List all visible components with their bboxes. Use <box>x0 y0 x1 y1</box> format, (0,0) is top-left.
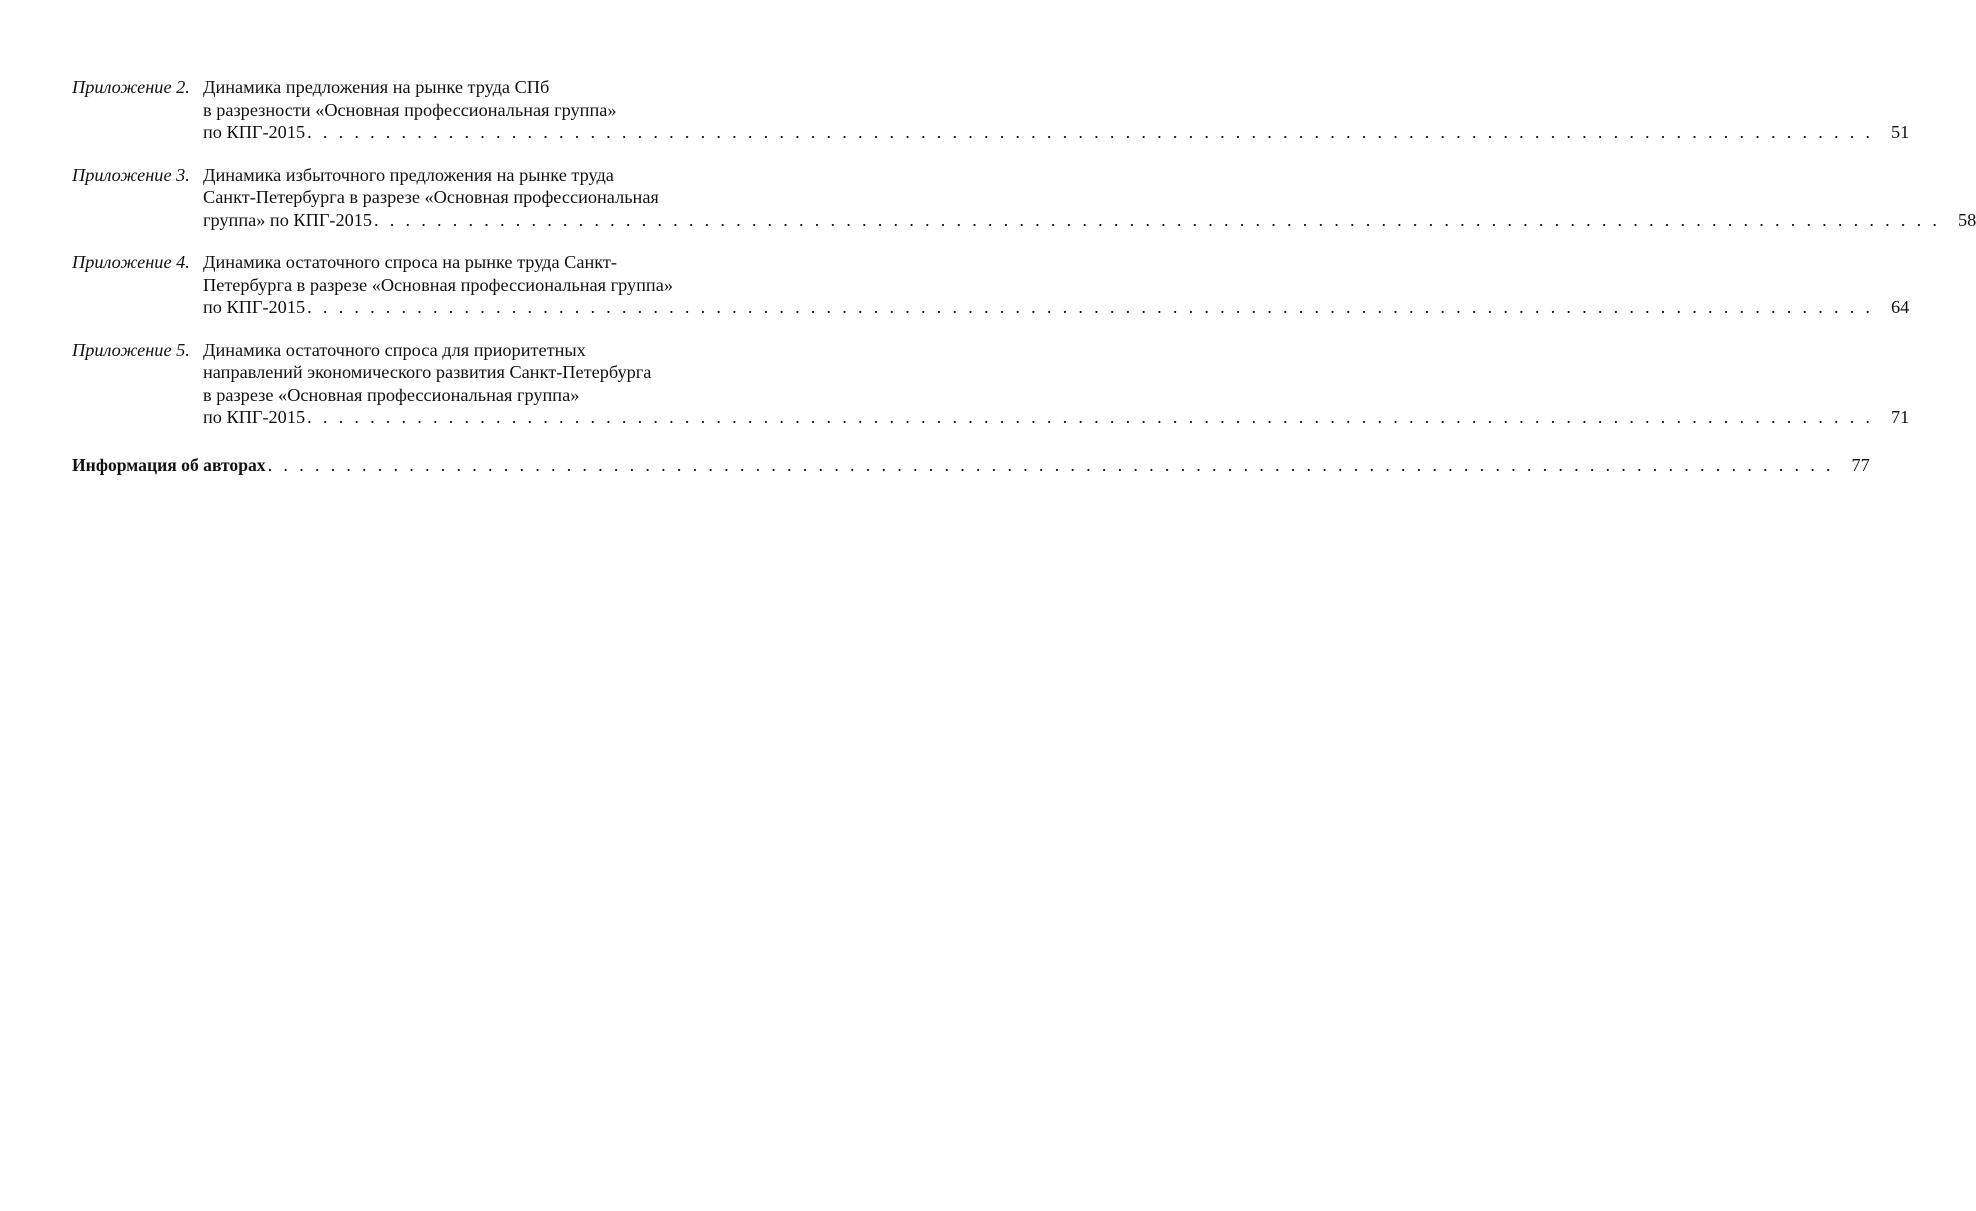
toc-page-number[interactable]: 64 <box>1891 297 1910 317</box>
toc-entry-appendix-5[interactable] <box>72 339 1910 429</box>
toc-entry-body <box>203 339 1910 429</box>
toc-entry-last-line <box>203 296 1910 319</box>
toc-entry-line: Санкт-Петербурга в разрезе «Основная профессиональная <box>203 187 659 207</box>
toc-dot-leader: . . . . . . . . . . . . . . . . . . . . . . . . . . . . . . . . . . . . . . . . . . . . . . . . . . . . . . . . . . . . . . . . . . . . . . . . . . . . . . . . . . . . . . . . . . . . . . . . . . . . <box>267 454 1834 475</box>
toc-page-number[interactable]: 71 <box>1891 407 1910 427</box>
toc-dot-leader: . . . . . . . . . . . . . . . . . . . . . . . . . . . . . . . . . . . . . . . . . . . . . . . . . . . . . . . . . . . . . . . . . . . . . . . . . . . . . . . . . . . . . . . . . . . . . . . . . . . . <box>307 122 1874 142</box>
toc-entry-line: Динамика избыточного предложения на рынке труда <box>203 164 614 185</box>
toc-entry-last-line <box>203 406 1910 429</box>
toc-entry-authors[interactable] <box>72 454 1870 477</box>
toc-page-number[interactable]: 58 <box>1957 209 1976 230</box>
toc-entry-line: Динамика остаточного спроса на рынке труда Санкт- <box>203 252 617 272</box>
toc-entry-body <box>203 251 1910 319</box>
toc-entry-last-line <box>203 121 1910 144</box>
toc-dot-leader: . . . . . . . . . . . . . . . . . . . . . . . . . . . . . . . . . . . . . . . . . . . . . . . . . . . . . . . . . . . . . . . . . . . . . . . . . . . . . . . . . . . . . . . . . . . . . . . . . . . . <box>307 297 1874 317</box>
toc-entry-appendix-4[interactable] <box>72 251 1910 319</box>
toc-page-number[interactable]: 51 <box>1891 122 1910 142</box>
toc-entry-label: Приложение 4. <box>72 252 190 272</box>
table-of-contents <box>72 76 1976 476</box>
toc-entry-appendix-2[interactable] <box>72 76 1910 144</box>
toc-entry-last-line <box>72 454 1870 477</box>
toc-entry-line: по КПГ-2015 <box>203 122 306 142</box>
toc-entry-line: Динамика остаточного спроса для приоритетных <box>203 339 586 360</box>
toc-entry-line: в разрезности «Основная профессиональная группа» <box>203 99 617 120</box>
toc-entry-line: направлений экономического развития Санкт-Петербурга <box>203 362 652 382</box>
toc-entry-label: Приложение 2. <box>72 77 190 97</box>
toc-authors-title: Информация об авторах <box>72 454 266 475</box>
toc-entry-body <box>203 76 1910 144</box>
toc-entry-last-line <box>203 209 1976 232</box>
toc-entry-line: Динамика предложения на рынке труда СПб <box>203 77 550 97</box>
toc-entry-line: по КПГ-2015 <box>203 407 306 427</box>
toc-entry-line: в разрезе «Основная профессиональная группа» <box>203 384 580 405</box>
toc-entry-line: Петербурга в разрезе «Основная профессиональная группа» <box>203 274 673 295</box>
toc-page-number[interactable]: 77 <box>1851 454 1870 475</box>
toc-entry-label: Приложение 5. <box>72 339 190 360</box>
toc-entry-appendix-3[interactable] <box>72 164 1976 232</box>
toc-entry-line: по КПГ-2015 <box>203 297 306 317</box>
toc-entry-label: Приложение 3. <box>72 164 190 185</box>
toc-entry-body <box>203 164 1976 232</box>
toc-dot-leader: . . . . . . . . . . . . . . . . . . . . . . . . . . . . . . . . . . . . . . . . . . . . . . . . . . . . . . . . . . . . . . . . . . . . . . . . . . . . . . . . . . . . . . . . . . . . . . . . . . . . <box>374 209 1941 230</box>
toc-dot-leader: . . . . . . . . . . . . . . . . . . . . . . . . . . . . . . . . . . . . . . . . . . . . . . . . . . . . . . . . . . . . . . . . . . . . . . . . . . . . . . . . . . . . . . . . . . . . . . . . . . . . <box>307 407 1874 427</box>
toc-entry-line: группа» по КПГ-2015 <box>203 209 373 230</box>
